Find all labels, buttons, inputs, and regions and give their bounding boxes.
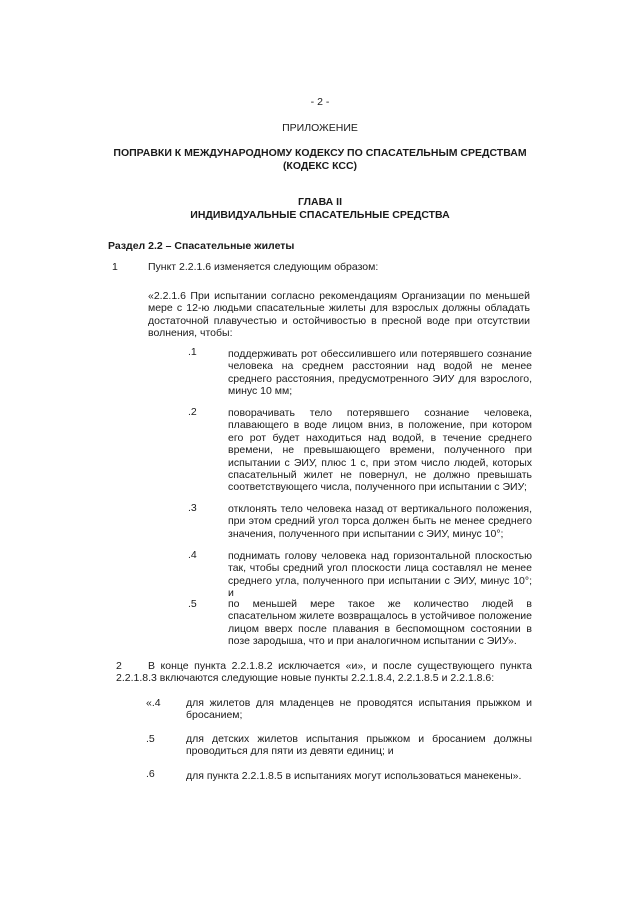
section-heading: Раздел 2.2 – Спасательные жилеты <box>108 240 295 252</box>
amendment-number: 2 <box>116 660 122 672</box>
item-text: поднимать голову человека над горизонтальной плоскостью так, чтобы средний угол плоскости лица составлял не менее среднего угла, полученного при испытании с ЭИУ, минус 10°; и <box>228 550 532 600</box>
quoted-paragraph: «2.2.1.6 При испытании согласно рекомендациям Организации по меньшей мере с 12-ю людьми спасательные жилеты для взрослых должны обладать достаточной плавучестью и остойчивостью в пресной воде при отсутствии волнения, чтобы: <box>148 290 530 340</box>
item-text: поддерживать рот обессилившего или потерявшего сознание человека на среднем расстоянии над водой не менее среднего расстояния, предусмотренного ЭИУ для взрослого, минус 10 мм; <box>228 348 532 398</box>
amendment-intro: Пункт 2.2.1.6 изменяется следующим образом: <box>148 261 379 273</box>
item-text: по меньшей мере такое же количество людей в спасательном жилете возвращалось в устойчивое положение лицом вверх после плавания в беспомощном состоянии в позе зародыша, что и при аналогичном испытании с ЭИУ». <box>228 598 532 648</box>
item-text: для детских жилетов испытания прыжком и бросанием должны проводиться для пяти из девяти единиц; и <box>186 733 532 758</box>
amendment-intro: В конце пункта 2.2.1.8.2 исключается «и», и после существующего пункта 2.2.1.8.3 включаются следующие новые пункты 2.2.1.8.4, 2.2.1.8.5 и 2.2.1.8.6: <box>116 660 532 685</box>
document-title-line1: ПОПРАВКИ К МЕЖДУНАРОДНОМУ КОДЕКСУ ПО СПАСАТЕЛЬНЫМ СРЕДСТВАМ <box>113 147 527 159</box>
item-text: отклонять тело человека назад от вертикального положения, при этом средний угол торса должен быть не менее среднего значения, полученного при испытании с ЭИУ, минус 10°; <box>228 503 532 540</box>
item-text: для пункта 2.2.1.8.5 в испытаниях могут использоваться манекены». <box>186 770 522 782</box>
item-number: .4 <box>188 549 197 561</box>
annex-label: ПРИЛОЖЕНИЕ <box>282 122 358 134</box>
item-number: .5 <box>188 598 197 610</box>
item-number: .1 <box>188 346 197 358</box>
item-text: поворачивать тело потерявшего сознание человека, плавающего в воде лицом вниз, в положение, при котором его рот будет находиться над водой, в течение среднего времени, не превышающего времени, полученного при испытании с ЭИУ, плюс 1 с, при этом число людей, которых спасательный жилет не повернул, не должно превышать соответствующего числа, полученного при испытании с ЭИУ; <box>228 407 532 494</box>
item-number: .3 <box>188 502 197 514</box>
chapter-title: ИНДИВИДУАЛЬНЫЕ СПАСАТЕЛЬНЫЕ СРЕДСТВА <box>190 209 450 221</box>
item-number: .5 <box>146 733 155 745</box>
item-number: .2 <box>188 406 197 418</box>
document-title-line2: (КОДЕКС КСС) <box>282 160 358 172</box>
page-number: - 2 - <box>310 96 330 108</box>
item-text: для жилетов для младенцев не проводятся испытания прыжком и бросанием; <box>186 697 532 722</box>
item-number: .6 <box>146 768 155 780</box>
amendment-number: 1 <box>112 261 118 273</box>
chapter-label: ГЛАВА II <box>297 196 343 208</box>
item-number: «.4 <box>146 697 161 709</box>
